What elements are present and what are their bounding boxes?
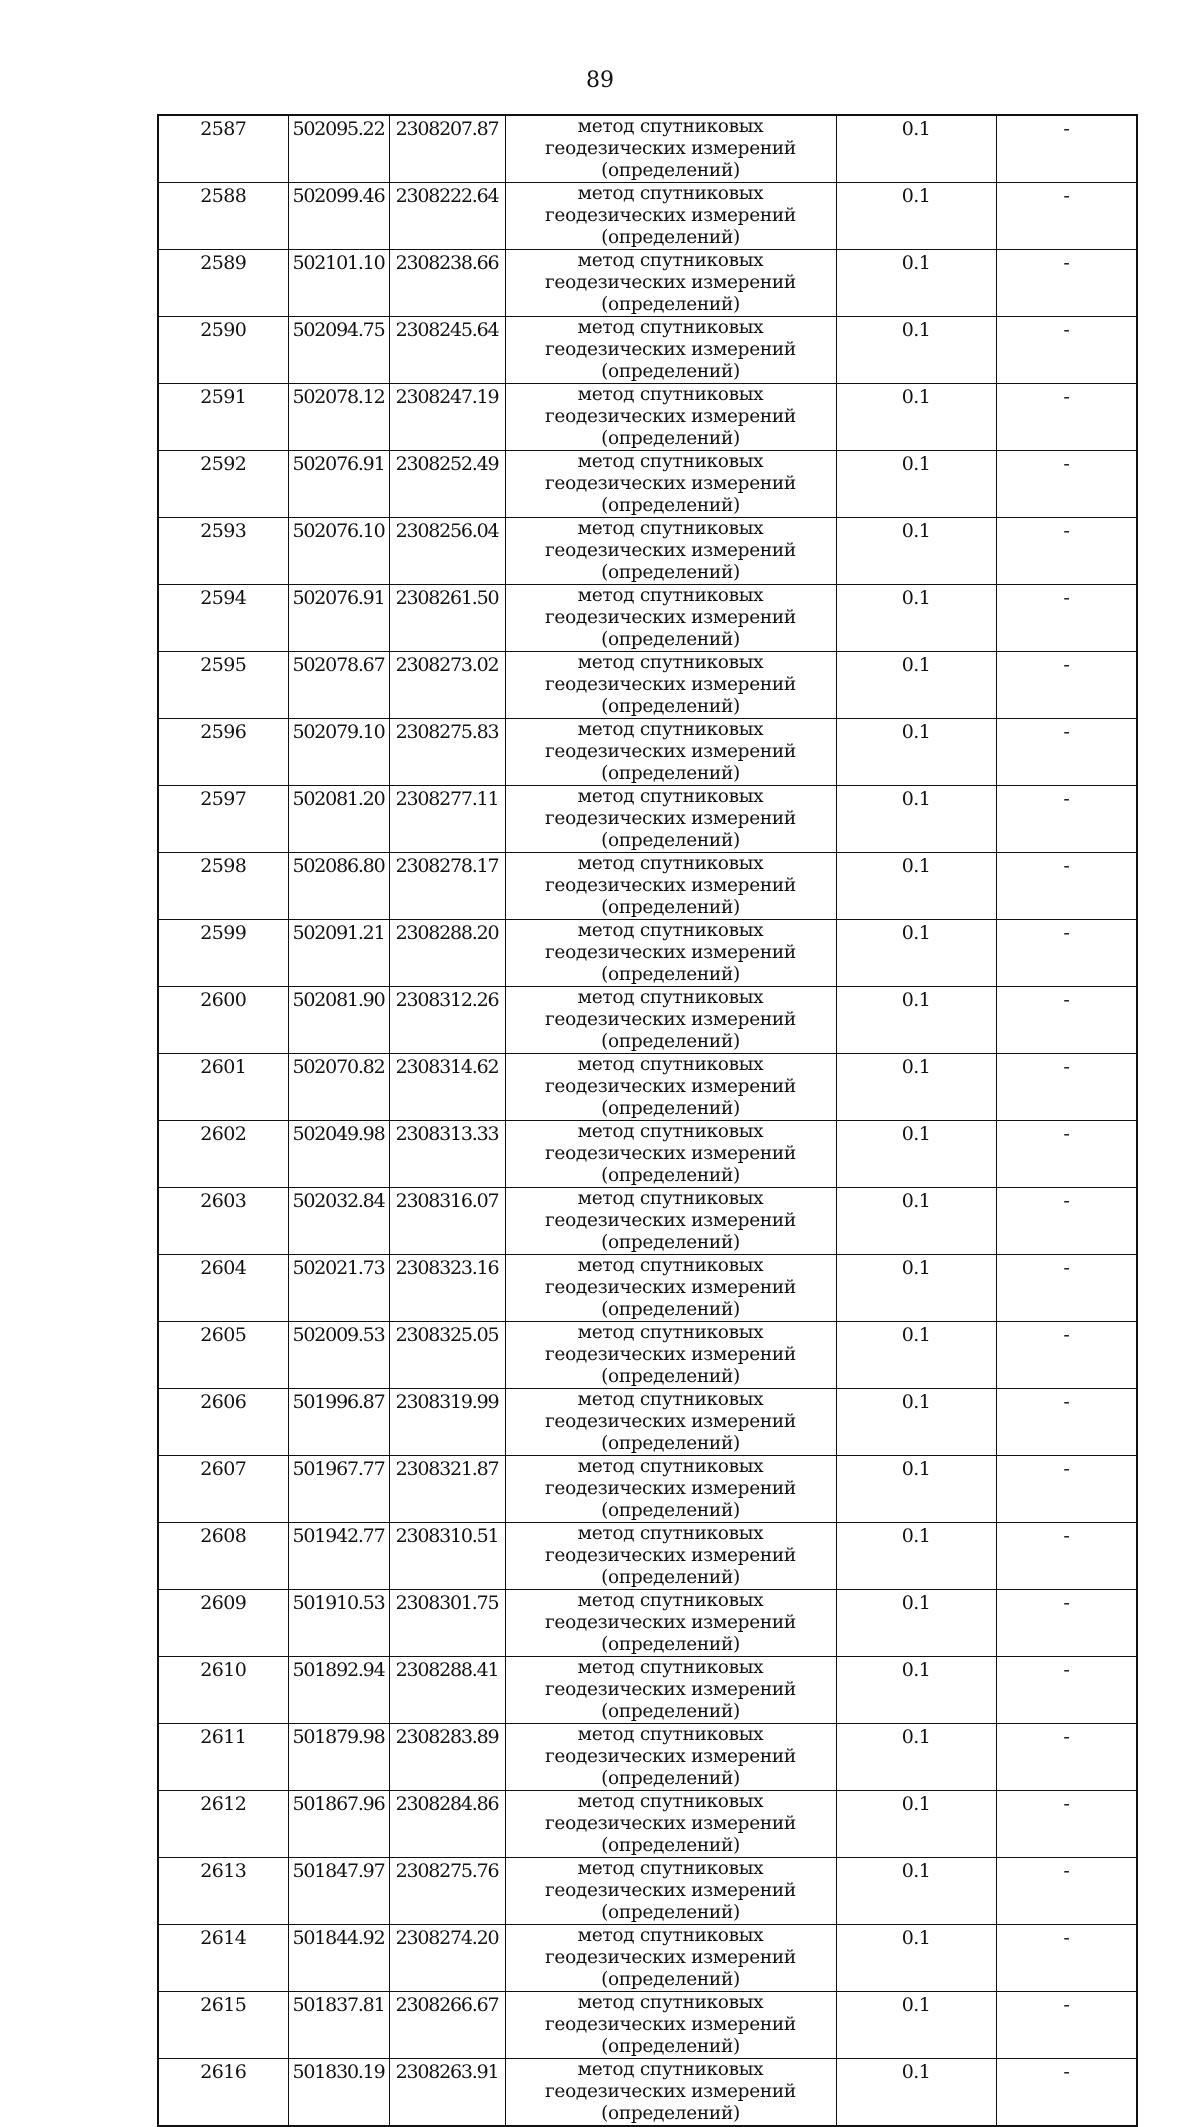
coordinate-x-cell: 502021.73 bbox=[288, 1255, 389, 1322]
method-cell: метод спутниковых геодезических измерений (определений) bbox=[505, 1858, 836, 1925]
note-cell: - bbox=[996, 451, 1137, 518]
method-cell: метод спутниковых геодезических измерений (определений) bbox=[505, 1054, 836, 1121]
table-row bbox=[158, 317, 1137, 384]
coordinate-y-cell: 2308313.33 bbox=[389, 1121, 505, 1188]
coordinate-x-cell: 501837.81 bbox=[288, 1992, 389, 2059]
table-row bbox=[158, 250, 1137, 317]
coordinate-x-cell: 501879.98 bbox=[288, 1724, 389, 1791]
note-cell: - bbox=[996, 786, 1137, 853]
method-cell: метод спутниковых геодезических измерений (определений) bbox=[505, 987, 836, 1054]
coordinate-y-cell: 2308310.51 bbox=[389, 1523, 505, 1590]
method-cell: метод спутниковых геодезических измерений (определений) bbox=[505, 1389, 836, 1456]
accuracy-cell: 0.1 bbox=[836, 1121, 996, 1188]
method-cell: метод спутниковых геодезических измерений (определений) bbox=[505, 115, 836, 183]
coordinate-x-cell: 502078.67 bbox=[288, 652, 389, 719]
coordinate-y-cell: 2308325.05 bbox=[389, 1322, 505, 1389]
point-number-cell: 2612 bbox=[158, 1791, 288, 1858]
coordinates-table bbox=[157, 114, 1138, 2127]
coordinate-y-cell: 2308301.75 bbox=[389, 1590, 505, 1657]
table-row bbox=[158, 518, 1137, 585]
point-number-cell: 2590 bbox=[158, 317, 288, 384]
accuracy-cell: 0.1 bbox=[836, 1188, 996, 1255]
coordinate-y-cell: 2308207.87 bbox=[389, 115, 505, 183]
point-number-cell: 2613 bbox=[158, 1858, 288, 1925]
coordinate-x-cell: 502078.12 bbox=[288, 384, 389, 451]
note-cell: - bbox=[996, 518, 1137, 585]
note-cell: - bbox=[996, 1322, 1137, 1389]
method-cell: метод спутниковых геодезических измерений (определений) bbox=[505, 1523, 836, 1590]
note-cell: - bbox=[996, 1389, 1137, 1456]
accuracy-cell: 0.1 bbox=[836, 451, 996, 518]
accuracy-cell: 0.1 bbox=[836, 1925, 996, 1992]
note-cell: - bbox=[996, 652, 1137, 719]
method-cell: метод спутниковых геодезических измерений (определений) bbox=[505, 384, 836, 451]
accuracy-cell: 0.1 bbox=[836, 317, 996, 384]
table-row bbox=[158, 920, 1137, 987]
accuracy-cell: 0.1 bbox=[836, 786, 996, 853]
table-row bbox=[158, 183, 1137, 250]
coordinate-x-cell: 502099.46 bbox=[288, 183, 389, 250]
note-cell: - bbox=[996, 987, 1137, 1054]
coordinate-y-cell: 2308222.64 bbox=[389, 183, 505, 250]
table-row bbox=[158, 853, 1137, 920]
coordinate-y-cell: 2308312.26 bbox=[389, 987, 505, 1054]
method-cell: метод спутниковых геодезических измерений (определений) bbox=[505, 2059, 836, 2127]
method-cell: метод спутниковых геодезических измерений (определений) bbox=[505, 853, 836, 920]
coordinate-y-cell: 2308278.17 bbox=[389, 853, 505, 920]
accuracy-cell: 0.1 bbox=[836, 1054, 996, 1121]
point-number-cell: 2600 bbox=[158, 987, 288, 1054]
note-cell: - bbox=[996, 1255, 1137, 1322]
coordinate-x-cell: 501847.97 bbox=[288, 1858, 389, 1925]
method-cell: метод спутниковых геодезических измерений (определений) bbox=[505, 585, 836, 652]
method-cell: метод спутниковых геодезических измерений (определений) bbox=[505, 920, 836, 987]
note-cell: - bbox=[996, 1791, 1137, 1858]
table-row bbox=[158, 1188, 1137, 1255]
coordinate-y-cell: 2308319.99 bbox=[389, 1389, 505, 1456]
coordinate-y-cell: 2308288.41 bbox=[389, 1657, 505, 1724]
method-cell: метод спутниковых геодезических измерений (определений) bbox=[505, 786, 836, 853]
note-cell: - bbox=[996, 1858, 1137, 1925]
point-number-cell: 2603 bbox=[158, 1188, 288, 1255]
coordinate-y-cell: 2308321.87 bbox=[389, 1456, 505, 1523]
accuracy-cell: 0.1 bbox=[836, 1590, 996, 1657]
coordinate-x-cell: 502009.53 bbox=[288, 1322, 389, 1389]
accuracy-cell: 0.1 bbox=[836, 1322, 996, 1389]
coordinate-y-cell: 2308284.86 bbox=[389, 1791, 505, 1858]
note-cell: - bbox=[996, 1657, 1137, 1724]
note-cell: - bbox=[996, 183, 1137, 250]
note-cell: - bbox=[996, 115, 1137, 183]
coordinate-x-cell: 502081.90 bbox=[288, 987, 389, 1054]
coordinate-x-cell: 501942.77 bbox=[288, 1523, 389, 1590]
coordinate-y-cell: 2308323.16 bbox=[389, 1255, 505, 1322]
note-cell: - bbox=[996, 1925, 1137, 1992]
coordinate-y-cell: 2308247.19 bbox=[389, 384, 505, 451]
method-cell: метод спутниковых геодезических измерений (определений) bbox=[505, 1188, 836, 1255]
table-row bbox=[158, 1657, 1137, 1724]
accuracy-cell: 0.1 bbox=[836, 1456, 996, 1523]
note-cell: - bbox=[996, 317, 1137, 384]
coordinate-y-cell: 2308256.04 bbox=[389, 518, 505, 585]
table-body bbox=[158, 115, 1137, 2126]
accuracy-cell: 0.1 bbox=[836, 115, 996, 183]
coordinate-y-cell: 2308275.83 bbox=[389, 719, 505, 786]
method-cell: метод спутниковых геодезических измерений (определений) bbox=[505, 518, 836, 585]
note-cell: - bbox=[996, 2059, 1137, 2127]
method-cell: метод спутниковых геодезических измерений (определений) bbox=[505, 250, 836, 317]
point-number-cell: 2610 bbox=[158, 1657, 288, 1724]
table-row bbox=[158, 1255, 1137, 1322]
table-row bbox=[158, 1121, 1137, 1188]
note-cell: - bbox=[996, 1724, 1137, 1791]
accuracy-cell: 0.1 bbox=[836, 1389, 996, 1456]
method-cell: метод спутниковых геодезических измерений (определений) bbox=[505, 1657, 836, 1724]
coordinate-y-cell: 2308263.91 bbox=[389, 2059, 505, 2127]
note-cell: - bbox=[996, 1456, 1137, 1523]
table-row bbox=[158, 1858, 1137, 1925]
point-number-cell: 2614 bbox=[158, 1925, 288, 1992]
point-number-cell: 2595 bbox=[158, 652, 288, 719]
table-row bbox=[158, 1992, 1137, 2059]
point-number-cell: 2604 bbox=[158, 1255, 288, 1322]
point-number-cell: 2594 bbox=[158, 585, 288, 652]
point-number-cell: 2615 bbox=[158, 1992, 288, 2059]
note-cell: - bbox=[996, 719, 1137, 786]
coordinate-x-cell: 502070.82 bbox=[288, 1054, 389, 1121]
method-cell: метод спутниковых геодезических измерений (определений) bbox=[505, 1121, 836, 1188]
method-cell: метод спутниковых геодезических измерений (определений) bbox=[505, 652, 836, 719]
coordinate-x-cell: 501892.94 bbox=[288, 1657, 389, 1724]
table-row bbox=[158, 652, 1137, 719]
point-number-cell: 2593 bbox=[158, 518, 288, 585]
note-cell: - bbox=[996, 853, 1137, 920]
table-row bbox=[158, 1925, 1137, 1992]
table-row bbox=[158, 1523, 1137, 1590]
note-cell: - bbox=[996, 1523, 1137, 1590]
accuracy-cell: 0.1 bbox=[836, 920, 996, 987]
coordinate-y-cell: 2308238.66 bbox=[389, 250, 505, 317]
table-row bbox=[158, 1590, 1137, 1657]
coordinate-x-cell: 501830.19 bbox=[288, 2059, 389, 2127]
table-row bbox=[158, 719, 1137, 786]
accuracy-cell: 0.1 bbox=[836, 384, 996, 451]
method-cell: метод спутниковых геодезических измерений (определений) bbox=[505, 1255, 836, 1322]
table-row bbox=[158, 585, 1137, 652]
point-number-cell: 2607 bbox=[158, 1456, 288, 1523]
coordinate-x-cell: 502076.91 bbox=[288, 451, 389, 518]
coordinate-y-cell: 2308288.20 bbox=[389, 920, 505, 987]
method-cell: метод спутниковых геодезических измерений (определений) bbox=[505, 1590, 836, 1657]
table-row bbox=[158, 1456, 1137, 1523]
point-number-cell: 2608 bbox=[158, 1523, 288, 1590]
method-cell: метод спутниковых геодезических измерений (определений) bbox=[505, 719, 836, 786]
point-number-cell: 2597 bbox=[158, 786, 288, 853]
coordinate-y-cell: 2308252.49 bbox=[389, 451, 505, 518]
coordinate-x-cell: 502076.10 bbox=[288, 518, 389, 585]
note-cell: - bbox=[996, 1590, 1137, 1657]
coordinate-y-cell: 2308283.89 bbox=[389, 1724, 505, 1791]
note-cell: - bbox=[996, 250, 1137, 317]
coordinate-y-cell: 2308277.11 bbox=[389, 786, 505, 853]
coordinate-x-cell: 502101.10 bbox=[288, 250, 389, 317]
coordinate-x-cell: 502086.80 bbox=[288, 853, 389, 920]
accuracy-cell: 0.1 bbox=[836, 2059, 996, 2127]
table-row bbox=[158, 1322, 1137, 1389]
coordinate-x-cell: 502081.20 bbox=[288, 786, 389, 853]
point-number-cell: 2588 bbox=[158, 183, 288, 250]
method-cell: метод спутниковых геодезических измерений (определений) bbox=[505, 183, 836, 250]
accuracy-cell: 0.1 bbox=[836, 1657, 996, 1724]
note-cell: - bbox=[996, 1188, 1137, 1255]
note-cell: - bbox=[996, 1121, 1137, 1188]
accuracy-cell: 0.1 bbox=[836, 987, 996, 1054]
accuracy-cell: 0.1 bbox=[836, 652, 996, 719]
method-cell: метод спутниковых геодезических измерений (определений) bbox=[505, 1992, 836, 2059]
table-row bbox=[158, 1791, 1137, 1858]
note-cell: - bbox=[996, 585, 1137, 652]
accuracy-cell: 0.1 bbox=[836, 1523, 996, 1590]
accuracy-cell: 0.1 bbox=[836, 1858, 996, 1925]
point-number-cell: 2599 bbox=[158, 920, 288, 987]
accuracy-cell: 0.1 bbox=[836, 1992, 996, 2059]
coordinate-y-cell: 2308316.07 bbox=[389, 1188, 505, 1255]
method-cell: метод спутниковых геодезических измерений (определений) bbox=[505, 1791, 836, 1858]
accuracy-cell: 0.1 bbox=[836, 853, 996, 920]
table-row bbox=[158, 384, 1137, 451]
point-number-cell: 2596 bbox=[158, 719, 288, 786]
coordinate-x-cell: 501996.87 bbox=[288, 1389, 389, 1456]
note-cell: - bbox=[996, 384, 1137, 451]
note-cell: - bbox=[996, 1992, 1137, 2059]
coordinate-y-cell: 2308275.76 bbox=[389, 1858, 505, 1925]
accuracy-cell: 0.1 bbox=[836, 1724, 996, 1791]
point-number-cell: 2605 bbox=[158, 1322, 288, 1389]
coordinate-y-cell: 2308245.64 bbox=[389, 317, 505, 384]
table-row bbox=[158, 451, 1137, 518]
coordinate-y-cell: 2308314.62 bbox=[389, 1054, 505, 1121]
coordinate-y-cell: 2308274.20 bbox=[389, 1925, 505, 1992]
accuracy-cell: 0.1 bbox=[836, 250, 996, 317]
coordinate-x-cell: 501910.53 bbox=[288, 1590, 389, 1657]
table-row bbox=[158, 1054, 1137, 1121]
point-number-cell: 2589 bbox=[158, 250, 288, 317]
point-number-cell: 2592 bbox=[158, 451, 288, 518]
coordinate-x-cell: 502094.75 bbox=[288, 317, 389, 384]
accuracy-cell: 0.1 bbox=[836, 518, 996, 585]
accuracy-cell: 0.1 bbox=[836, 183, 996, 250]
table-row bbox=[158, 987, 1137, 1054]
coordinate-y-cell: 2308273.02 bbox=[389, 652, 505, 719]
page-number: 89 bbox=[586, 68, 614, 93]
accuracy-cell: 0.1 bbox=[836, 1791, 996, 1858]
table-row bbox=[158, 2059, 1137, 2127]
point-number-cell: 2616 bbox=[158, 2059, 288, 2127]
point-number-cell: 2606 bbox=[158, 1389, 288, 1456]
accuracy-cell: 0.1 bbox=[836, 719, 996, 786]
point-number-cell: 2602 bbox=[158, 1121, 288, 1188]
table-row bbox=[158, 1724, 1137, 1791]
coordinate-x-cell: 501967.77 bbox=[288, 1456, 389, 1523]
method-cell: метод спутниковых геодезических измерений (определений) bbox=[505, 317, 836, 384]
table-row bbox=[158, 1389, 1137, 1456]
coordinate-x-cell: 502032.84 bbox=[288, 1188, 389, 1255]
method-cell: метод спутниковых геодезических измерений (определений) bbox=[505, 451, 836, 518]
coordinate-x-cell: 501844.92 bbox=[288, 1925, 389, 1992]
accuracy-cell: 0.1 bbox=[836, 585, 996, 652]
point-number-cell: 2591 bbox=[158, 384, 288, 451]
point-number-cell: 2598 bbox=[158, 853, 288, 920]
method-cell: метод спутниковых геодезических измерений (определений) bbox=[505, 1322, 836, 1389]
note-cell: - bbox=[996, 1054, 1137, 1121]
point-number-cell: 2601 bbox=[158, 1054, 288, 1121]
coordinate-x-cell: 502095.22 bbox=[288, 115, 389, 183]
coordinate-y-cell: 2308261.50 bbox=[389, 585, 505, 652]
note-cell: - bbox=[996, 920, 1137, 987]
point-number-cell: 2611 bbox=[158, 1724, 288, 1791]
method-cell: метод спутниковых геодезических измерений (определений) bbox=[505, 1724, 836, 1791]
method-cell: метод спутниковых геодезических измерений (определений) bbox=[505, 1456, 836, 1523]
point-number-cell: 2587 bbox=[158, 115, 288, 183]
coordinate-x-cell: 502076.91 bbox=[288, 585, 389, 652]
coordinate-y-cell: 2308266.67 bbox=[389, 1992, 505, 2059]
method-cell: метод спутниковых геодезических измерений (определений) bbox=[505, 1925, 836, 1992]
coordinate-x-cell: 501867.96 bbox=[288, 1791, 389, 1858]
point-number-cell: 2609 bbox=[158, 1590, 288, 1657]
coordinate-x-cell: 502091.21 bbox=[288, 920, 389, 987]
table-row bbox=[158, 786, 1137, 853]
accuracy-cell: 0.1 bbox=[836, 1255, 996, 1322]
coordinate-x-cell: 502049.98 bbox=[288, 1121, 389, 1188]
table-row bbox=[158, 115, 1137, 183]
coordinate-x-cell: 502079.10 bbox=[288, 719, 389, 786]
